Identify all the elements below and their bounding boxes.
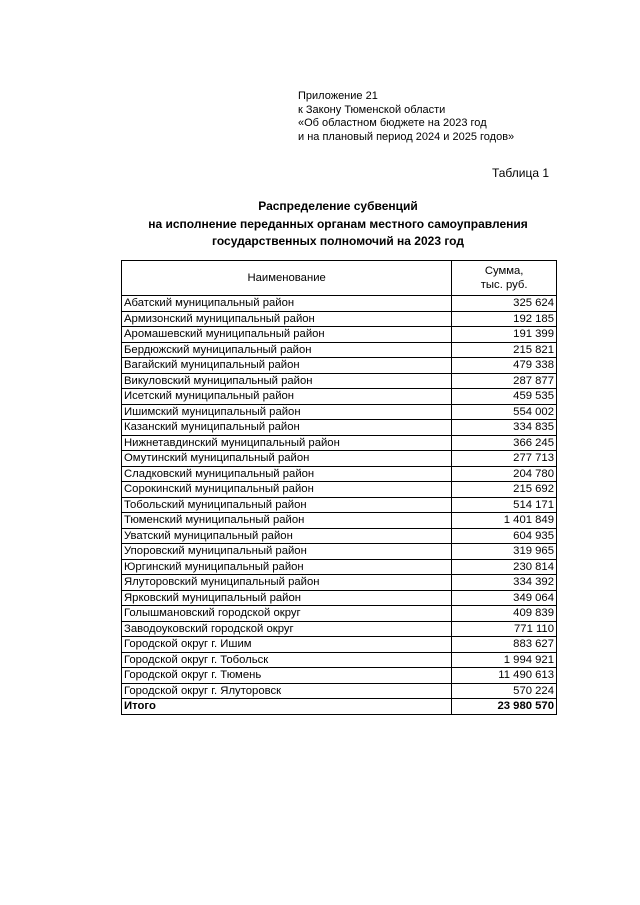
row-sum: 287 877 [452, 373, 557, 389]
table-row [122, 652, 557, 668]
row-name: Вагайский муниципальный район [122, 358, 452, 374]
row-sum: 409 839 [452, 606, 557, 622]
table-row [122, 482, 557, 498]
row-sum: 883 627 [452, 637, 557, 653]
row-name: Омутинский муниципальный район [122, 451, 452, 467]
row-name: Бердюжский муниципальный район [122, 342, 452, 358]
row-sum: 1 401 849 [452, 513, 557, 529]
row-name: Ялуторовский муниципальный район [122, 575, 452, 591]
total-label: Итого [122, 699, 452, 715]
row-name: Аромашевский муниципальный район [122, 327, 452, 343]
row-name: Викуловский муниципальный район [122, 373, 452, 389]
table-row [122, 668, 557, 684]
total-row [122, 699, 557, 715]
column-header-sum-line-2: тыс. руб. [480, 279, 528, 291]
table-row [122, 621, 557, 637]
row-name: Упоровский муниципальный район [122, 544, 452, 560]
subvention-table [121, 260, 557, 715]
row-sum: 334 835 [452, 420, 557, 436]
row-sum: 215 821 [452, 342, 557, 358]
row-name: Уватский муниципальный район [122, 528, 452, 544]
table-row [122, 296, 557, 312]
title-line-3: государственных полномочий на 2023 год [212, 234, 464, 248]
title-line-2: на исполнение переданных органам местного самоуправления [148, 216, 528, 231]
table-row [122, 606, 557, 622]
column-header-sum [452, 261, 557, 296]
title-line-1: Распределение субвенций [258, 199, 418, 213]
table-row [122, 559, 557, 575]
row-name: Казанский муниципальный район [122, 420, 452, 436]
column-header-name: Наименование [122, 261, 452, 296]
row-name: Сладковский муниципальный район [122, 466, 452, 482]
row-name: Ишимский муниципальный район [122, 404, 452, 420]
row-sum: 325 624 [452, 296, 557, 312]
row-name: Тобольский муниципальный район [122, 497, 452, 513]
column-header-sum-line-1: Сумма, [484, 265, 524, 277]
table-header-row [122, 261, 557, 296]
table-number: Таблица 1 [491, 166, 549, 180]
appendix-line-3: «Об областном бюджете на 2023 год [298, 117, 487, 130]
row-sum: 192 185 [452, 311, 557, 327]
table-row [122, 358, 557, 374]
row-sum: 349 064 [452, 590, 557, 606]
row-sum: 771 110 [452, 621, 557, 637]
table-row [122, 544, 557, 560]
row-sum: 514 171 [452, 497, 557, 513]
row-name: Нижнетавдинский муниципальный район [122, 435, 452, 451]
appendix-line-2: к Закону Тюменской области [298, 103, 446, 116]
appendix-line-1: Приложение 21 [298, 90, 378, 102]
row-name: Тюменский муниципальный район [122, 513, 452, 529]
table-row [122, 311, 557, 327]
row-sum: 570 224 [452, 683, 557, 699]
row-name: Ярковский муниципальный район [122, 590, 452, 606]
table-row [122, 435, 557, 451]
table-row [122, 637, 557, 653]
table-row [122, 373, 557, 389]
row-name: Сорокинский муниципальный район [122, 482, 452, 498]
row-sum: 366 245 [452, 435, 557, 451]
row-sum: 11 490 613 [452, 668, 557, 684]
appendix-note [298, 90, 514, 144]
row-sum: 191 399 [452, 327, 557, 343]
row-name: Юргинский муниципальный район [122, 559, 452, 575]
table-row [122, 683, 557, 699]
total-sum: 23 980 570 [452, 699, 557, 715]
row-sum: 604 935 [452, 528, 557, 544]
row-sum: 204 780 [452, 466, 557, 482]
row-sum: 319 965 [452, 544, 557, 560]
row-name: Голышмановский городской округ [122, 606, 452, 622]
row-sum: 277 713 [452, 451, 557, 467]
row-name: Городской округ г. Тюмень [122, 668, 452, 684]
table-row [122, 466, 557, 482]
row-sum: 230 814 [452, 559, 557, 575]
table-row [122, 513, 557, 529]
row-name: Абатский муниципальный район [122, 296, 452, 312]
table-row [122, 528, 557, 544]
appendix-line-4: и на плановый период 2024 и 2025 годов» [298, 130, 515, 143]
row-sum: 215 692 [452, 482, 557, 498]
document-title [0, 198, 640, 251]
row-name: Армизонский муниципальный район [122, 311, 452, 327]
table-row [122, 575, 557, 591]
row-name: Городской округ г. Ишим [122, 637, 452, 653]
row-name: Заводоуковский городской округ [122, 621, 452, 637]
row-sum: 334 392 [452, 575, 557, 591]
table-row [122, 590, 557, 606]
table-row [122, 327, 557, 343]
row-sum: 554 002 [452, 404, 557, 420]
row-name: Исетский муниципальный район [122, 389, 452, 405]
row-sum: 459 535 [452, 389, 557, 405]
table-row [122, 420, 557, 436]
table-row [122, 404, 557, 420]
table-row [122, 342, 557, 358]
row-sum: 479 338 [452, 358, 557, 374]
table-row [122, 497, 557, 513]
row-name: Городской округ г. Ялуторовск [122, 683, 452, 699]
row-sum: 1 994 921 [452, 652, 557, 668]
table-row [122, 389, 557, 405]
table-row [122, 451, 557, 467]
row-name: Городской округ г. Тобольск [122, 652, 452, 668]
